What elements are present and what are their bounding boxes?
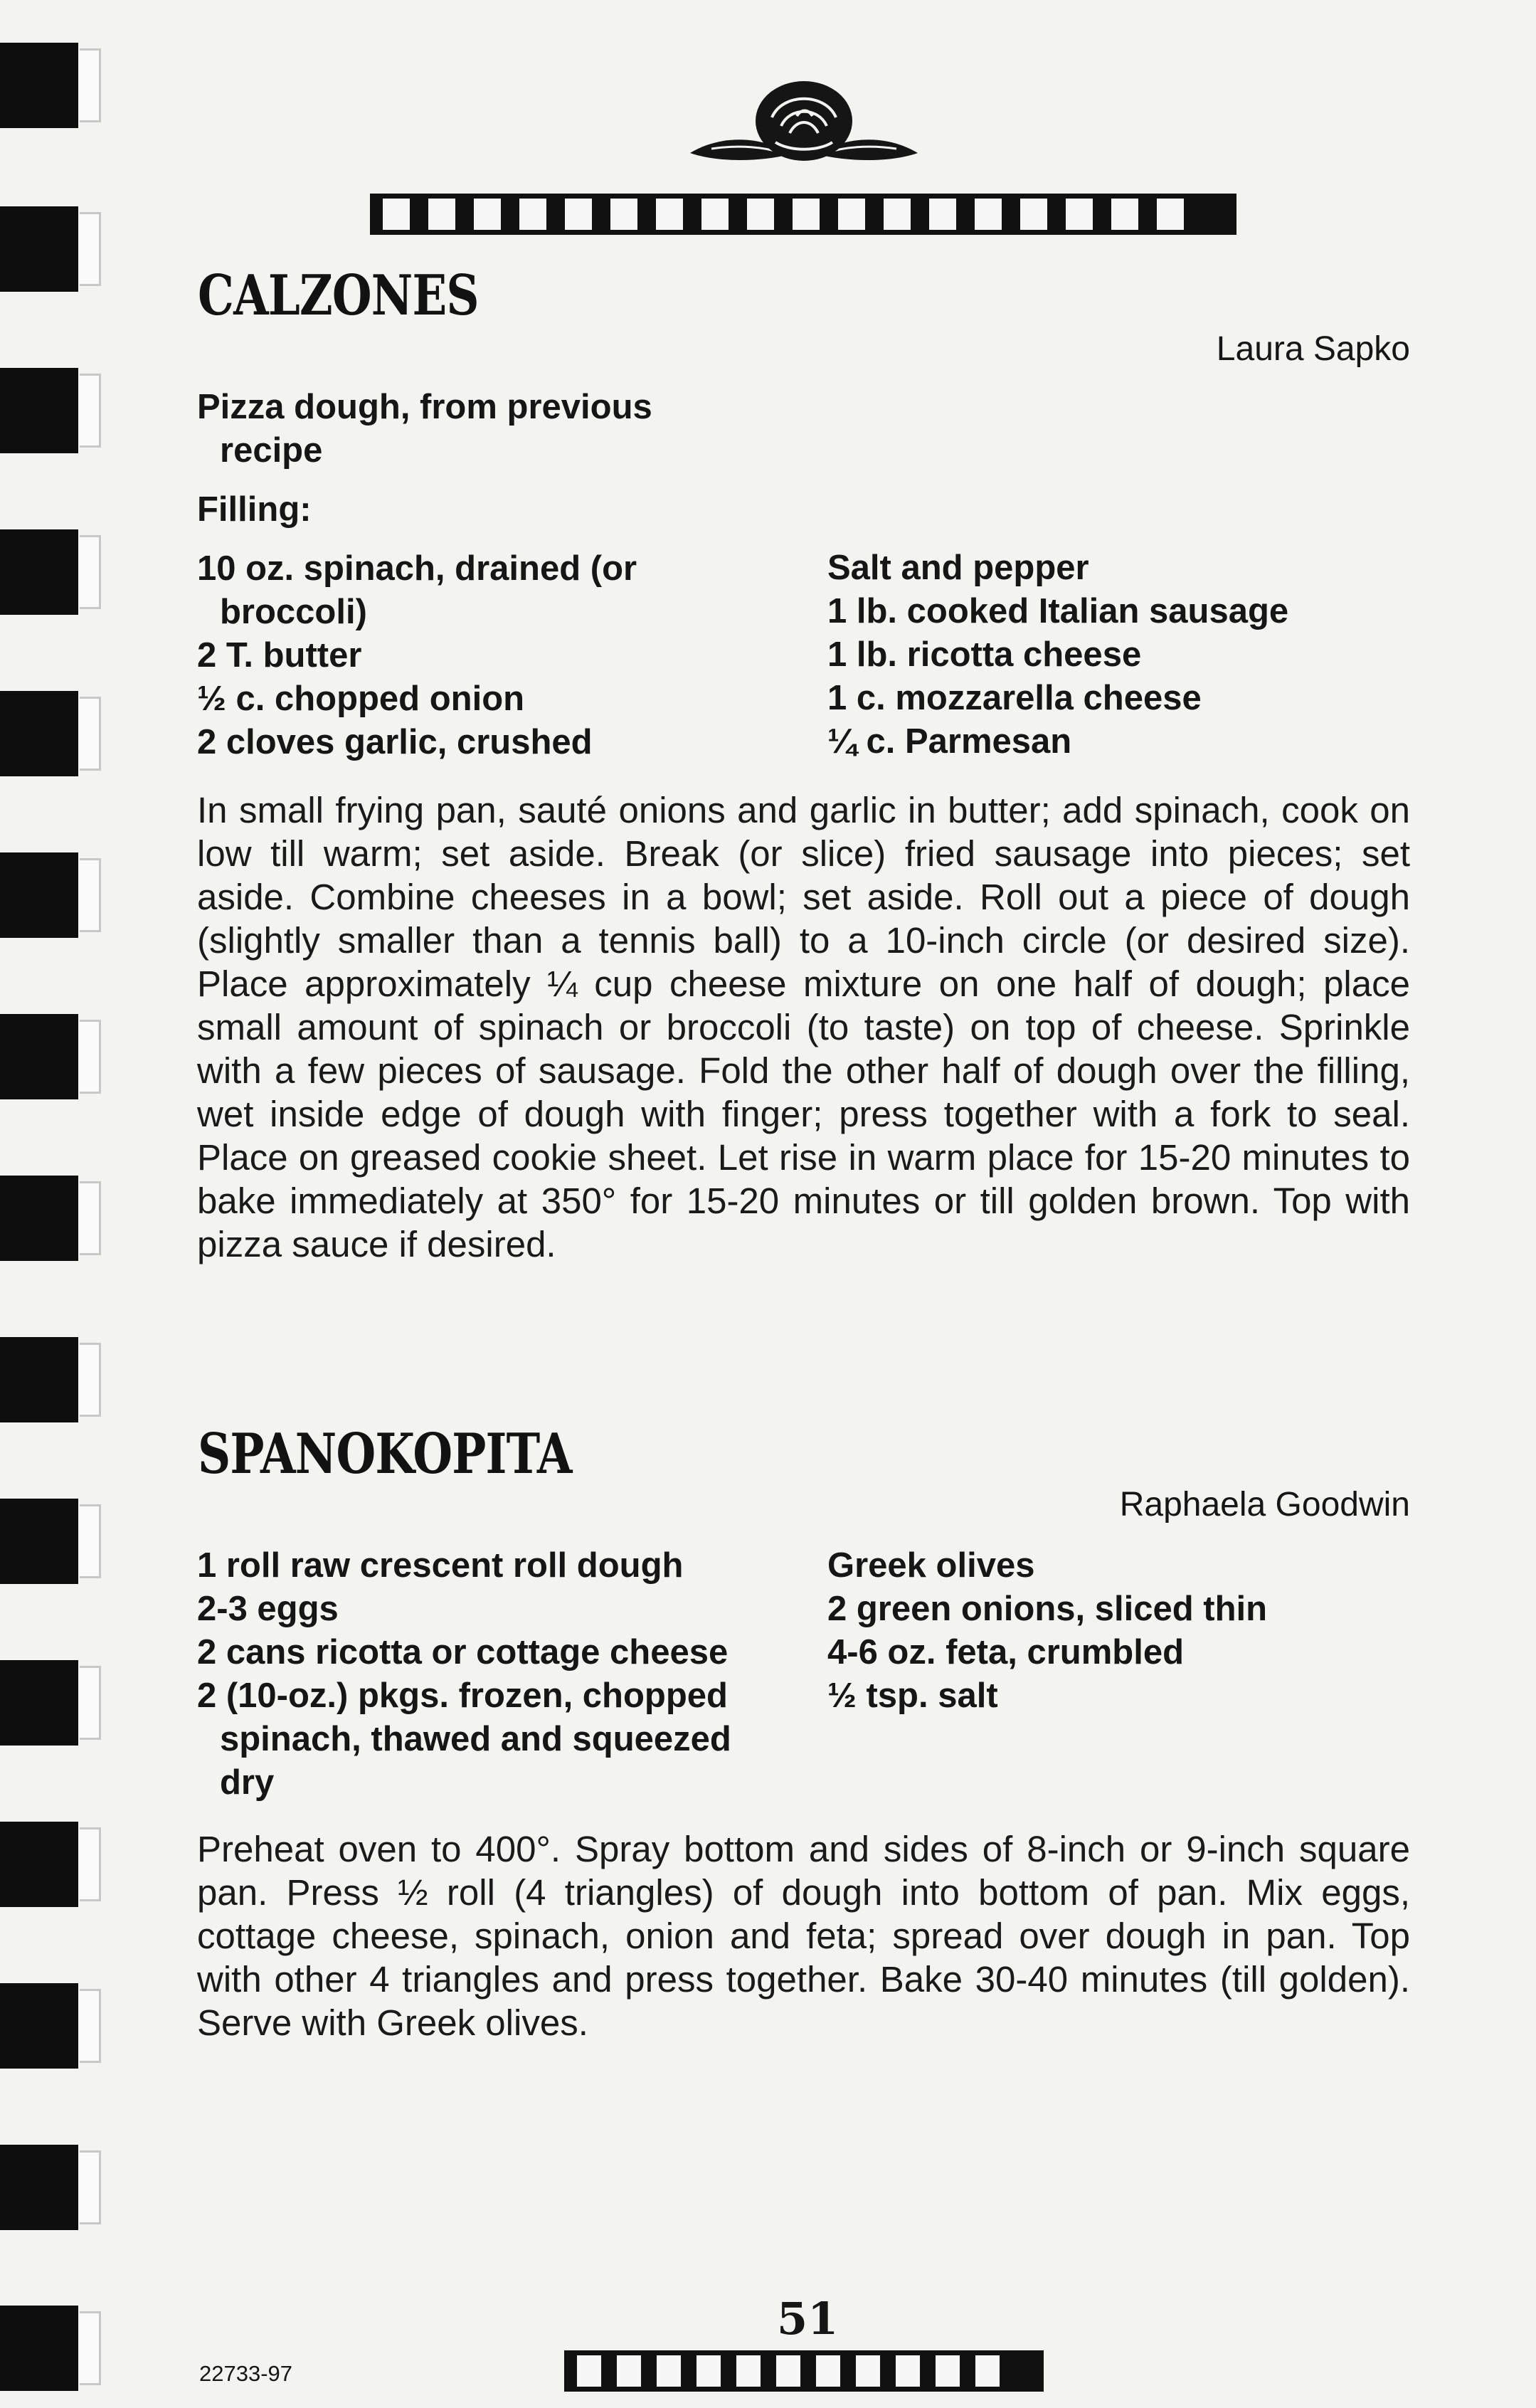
ingredient-line: ½ c. chopped onion bbox=[197, 680, 525, 718]
ingredient-line: 2 cloves garlic, crushed bbox=[197, 723, 593, 761]
print-code: 22733-97 bbox=[199, 2361, 293, 2386]
page-number: 51 bbox=[777, 2293, 839, 2345]
ingredient-line: 2-3 eggs bbox=[197, 1590, 339, 1628]
binding-tab bbox=[0, 1176, 78, 1261]
rose-ornament-icon bbox=[683, 75, 925, 174]
calzones-ingredients-left bbox=[197, 386, 652, 764]
ingredient-line: 4-6 oz. feta, crumbled bbox=[827, 1633, 1185, 1672]
calzones-directions: In small frying pan, sauté onions and garlic in butter; add spinach, cook on low till warm; set aside. Break (or slice) fried sausage into pieces; set aside. Combine cheeses in a bowl; set aside. Roll out a piece of dough (slightly smaller than a tennis ball) to a 10-inch circle (or desired size). Place approximately ¼ cup cheese mixture on one half of dough; place small amount of spinach or broccoli (to taste) on top of cheese. Sprinkle with a few pieces of sausage. Fold the other half of dough over the filling, wet inside edge of dough with finger; press together with a fork to seal. Place on greased cookie sheet. Let rise in warm place for 15-20 minutes to bake immediately at 350° for 15-20 minutes or till golden brown. Top with pizza sauce if desired. bbox=[197, 790, 1410, 1264]
spanokopita-directions: Preheat oven to 400°. Spray bottom and sides of 8-inch or 9-inch square pan. Press ½ roll (4 triangles) of dough into bottom of pan. Mix eggs, cottage cheese, spinach, onion and feta; spread over dough in pan. Top with other 4 triangles and press together. Bake 30-40 minutes (till golden). Serve with Greek olives. bbox=[197, 1829, 1410, 2043]
ingredient-line: 1 lb. cooked Italian sausage bbox=[827, 592, 1289, 630]
top-checkered-border bbox=[370, 194, 1236, 235]
binding-tab bbox=[0, 1822, 78, 1907]
ingredient-line: Pizza dough, from previous bbox=[197, 388, 652, 426]
ingredient-line: 1 lb. ricotta cheese bbox=[827, 635, 1142, 674]
spanokopita-author: Raphaela Goodwin bbox=[1119, 1486, 1410, 1524]
ingredient-line: 2 T. butter bbox=[197, 636, 362, 675]
ingredient-line: dry bbox=[220, 1763, 275, 1802]
ingredient-line: 1 c. mozzarella cheese bbox=[827, 679, 1202, 717]
ingredient-line: ¼ c. Parmesan bbox=[827, 722, 1072, 761]
binding-tab bbox=[0, 2145, 78, 2230]
ingredient-line: Greek olives bbox=[827, 1546, 1035, 1585]
spiral-binding bbox=[0, 0, 107, 2408]
ingredient-line: Salt and pepper bbox=[827, 549, 1089, 587]
spanokopita-ingredients-right bbox=[827, 1544, 1267, 1718]
binding-tab bbox=[0, 43, 78, 128]
bottom-checkered-border bbox=[564, 2350, 1044, 2392]
ingredient-line: 1 roll raw crescent roll dough bbox=[197, 1546, 684, 1585]
binding-tab bbox=[0, 2306, 78, 2391]
binding-tab bbox=[0, 368, 78, 453]
ingredient-line: ½ tsp. salt bbox=[827, 1676, 998, 1715]
spanokopita-title: SPANOKOPITA bbox=[198, 1422, 572, 1486]
binding-tab bbox=[0, 691, 78, 776]
calzones-ingredients-right bbox=[827, 546, 1288, 764]
binding-tab bbox=[0, 852, 78, 938]
binding-tab bbox=[0, 1499, 78, 1584]
filling-label: Filling: bbox=[197, 490, 312, 529]
ingredient-line: 2 (10-oz.) pkgs. frozen, chopped bbox=[197, 1676, 728, 1715]
binding-tab bbox=[0, 206, 78, 292]
binding-tab bbox=[0, 1014, 78, 1099]
spanokopita-ingredients-left bbox=[197, 1544, 731, 1805]
binding-tab bbox=[0, 1660, 78, 1746]
ingredient-line: 2 cans ricotta or cottage cheese bbox=[197, 1633, 729, 1672]
calzones-title: CALZONES bbox=[198, 263, 479, 328]
ingredient-line: 2 green onions, sliced thin bbox=[827, 1590, 1268, 1628]
binding-tab bbox=[0, 529, 78, 615]
binding-tab bbox=[0, 1337, 78, 1422]
binding-tab bbox=[0, 1983, 78, 2069]
calzones-author: Laura Sapko bbox=[1216, 330, 1410, 368]
ingredient-line: 10 oz. spinach, drained (or bbox=[197, 549, 637, 588]
ingredient-line: spinach, thawed and squeezed bbox=[220, 1720, 731, 1758]
ingredient-line: broccoli) bbox=[220, 593, 367, 631]
ingredient-line: recipe bbox=[220, 431, 323, 470]
